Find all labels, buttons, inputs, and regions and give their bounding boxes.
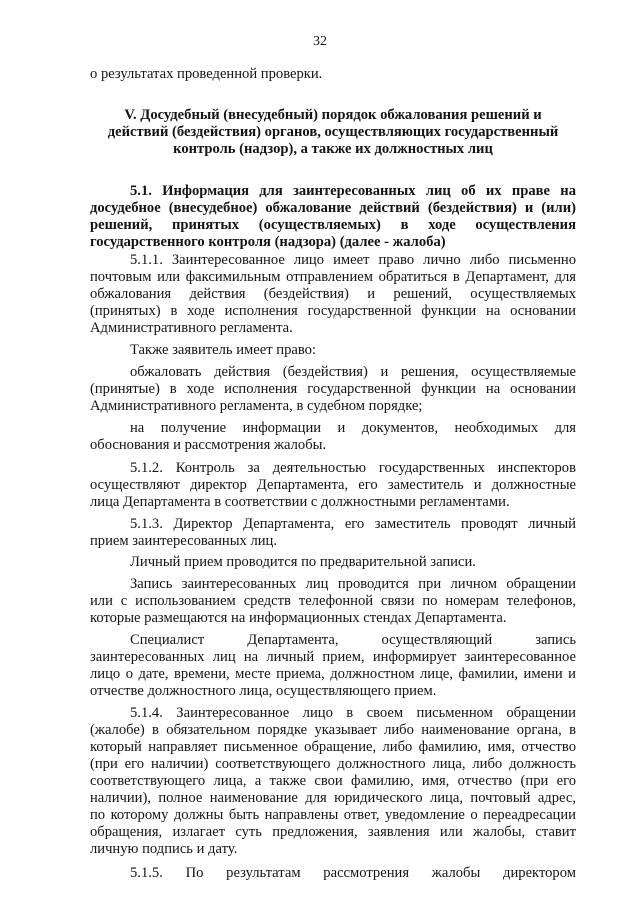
text-line: Административного регламента, в судебном порядке; xyxy=(90,398,423,414)
text-line: 5.1.5. По результатам рассмотрения жалобы директором xyxy=(130,865,576,881)
subsection-heading: государственного контроля (надзора) (далее - жалоба) xyxy=(90,234,446,250)
text-line: заинтересованных лиц на личный прием, информирует заинтересованное xyxy=(90,649,576,665)
text-line: о результатах проведенной проверки. xyxy=(90,66,323,82)
text-line: или с использованием средств телефонной связи по номерам телефонов, xyxy=(90,593,576,609)
section-heading: контроль (надзор), а также их должностных лиц xyxy=(173,141,493,157)
text-line: 5.1.4. Заинтересованное лицо в своем письменном обращении xyxy=(130,705,576,721)
text-line: обращения, излагает суть предложения, заявления или жалобы, ставит xyxy=(90,824,576,840)
text-line: прием заинтересованных лиц. xyxy=(90,533,278,549)
text-line: который направляет письменное обращение, либо фамилию, имя, отчество xyxy=(90,739,576,755)
text-line: наличии), полное наименование для юридического лица, почтовый адрес, xyxy=(90,790,576,806)
text-line: по которому должны быть направлены ответ, уведомление о переадресации xyxy=(90,807,576,823)
text-line: обжаловать действия (бездействия) и решения, осуществляемые xyxy=(130,364,576,380)
text-line: 5.1.3. Директор Департамента, его заместитель проводят личный xyxy=(130,516,576,532)
text-line: отчестве должностного лица, осуществляющего прием. xyxy=(90,683,437,699)
text-line: 5.1.2. Контроль за деятельностью государственных инспекторов xyxy=(130,460,576,476)
text-line: (принятых) в ходе исполнения государственной функции на основании xyxy=(90,303,576,319)
subsection-heading: досудебное (внесудебное) обжалование действий (бездействия) и (или) xyxy=(90,200,576,216)
text-line: Специалист Департамента, осуществляющий запись xyxy=(130,632,576,648)
text-line: которые размещаются на информационных стендах Департамента. xyxy=(90,610,507,626)
text-line: осуществляют директор Департамента, его заместитель и должностные xyxy=(90,477,576,493)
text-line: Также заявитель имеет право: xyxy=(130,342,316,358)
text-line: Запись заинтересованных лиц проводится при личном обращении xyxy=(130,576,576,592)
text-line: обоснования и рассмотрения жалобы. xyxy=(90,437,327,453)
text-line: (при его наличии) соответствующего должностного лица, либо должность xyxy=(90,756,576,772)
text-line: Административного регламента. xyxy=(90,320,293,336)
text-line: (жалобе) в обязательном порядке указывает либо наименование органа, в xyxy=(90,722,576,738)
text-line: соответствующего лица, а также свои фамилию, имя, отчество (при его xyxy=(90,773,576,789)
subsection-heading: решений, принятых (осуществляемых) в ходе осуществления xyxy=(90,217,576,233)
text-line: (принятые) в ходе исполнения государственной функции на основании xyxy=(90,381,576,397)
text-line: лица Департамента в соответствии с должностными регламентами. xyxy=(90,494,510,510)
text-line: личную подпись и дату. xyxy=(90,841,238,857)
text-line: 5.1.1. Заинтересованное лицо имеет право лично либо письменно xyxy=(130,252,576,268)
text-line: на получение информации и документов, необходимых для xyxy=(130,420,576,436)
text-line: обжалования действия (бездействия) и решений, осуществляемых xyxy=(90,286,576,302)
page-number: 32 xyxy=(313,34,327,49)
text-line: лицо о дате, времени, месте приема, должностном лице, фамилии, имени и xyxy=(90,666,576,682)
subsection-heading: 5.1. Информация для заинтересованных лиц об их праве на xyxy=(130,183,576,199)
text-line: почтовым или факсимильным отправлением обратиться в Департамент, для xyxy=(90,269,576,285)
section-heading: действий (бездействия) органов, осуществляющих государственный xyxy=(107,124,559,140)
text-line: Личный прием проводится по предварительной записи. xyxy=(130,554,476,570)
section-heading: V. Досудебный (внесудебный) порядок обжалования решений и xyxy=(124,107,542,123)
